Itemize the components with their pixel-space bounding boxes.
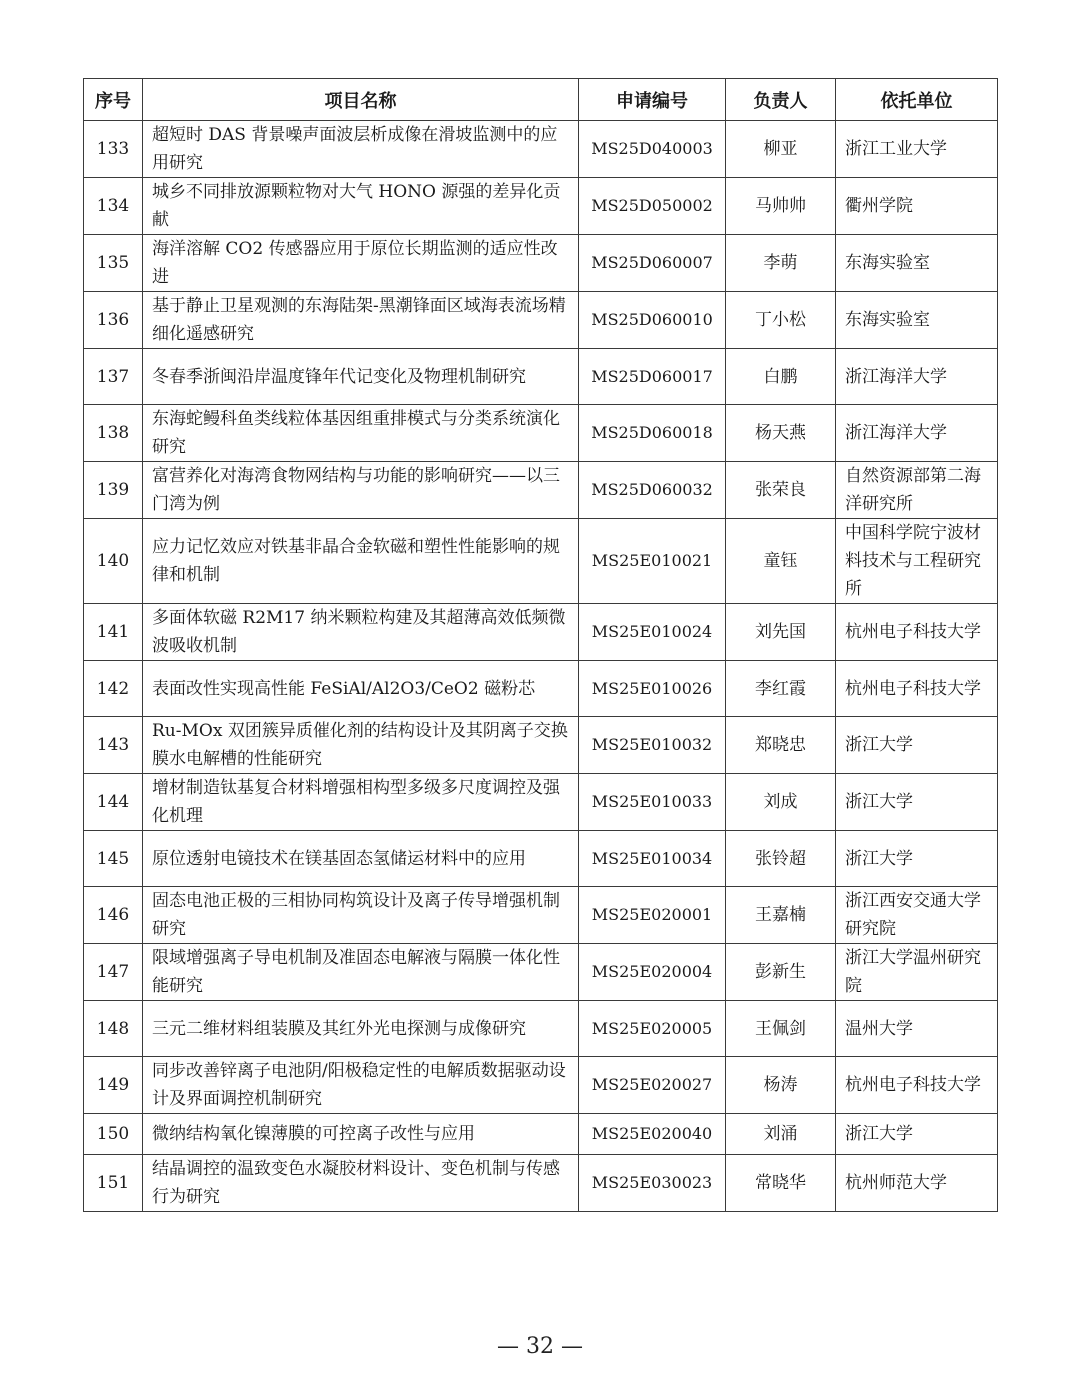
table-row xyxy=(84,178,998,235)
cell-application-code: MS25D060017 xyxy=(579,349,726,405)
cell-organization: 杭州电子科技大学 xyxy=(836,661,998,717)
cell-lead: 张铃超 xyxy=(726,831,836,887)
cell-organization: 东海实验室 xyxy=(836,235,998,292)
cell-project-name: 应力记忆效应对铁基非晶合金软磁和塑性性能影响的规律和机制 xyxy=(143,519,579,604)
cell-application-code: MS25E010033 xyxy=(579,774,726,831)
cell-application-code: MS25E030023 xyxy=(579,1155,726,1212)
cell-lead: 郑晓忠 xyxy=(726,717,836,774)
cell-lead: 刘涌 xyxy=(726,1114,836,1155)
cell-seq: 143 xyxy=(84,717,143,774)
cell-application-code: MS25D060010 xyxy=(579,292,726,349)
table-row xyxy=(84,121,998,178)
header-application-code: 申请编号 xyxy=(579,79,726,121)
table-row xyxy=(84,349,998,405)
table-row xyxy=(84,405,998,462)
cell-seq: 151 xyxy=(84,1155,143,1212)
cell-organization: 浙江海洋大学 xyxy=(836,405,998,462)
table-row xyxy=(84,887,998,944)
cell-organization: 浙江大学温州研究院 xyxy=(836,944,998,1001)
cell-seq: 140 xyxy=(84,519,143,604)
cell-project-name: 城乡不同排放源颗粒物对大气 HONO 源强的差异化贡献 xyxy=(143,178,579,235)
cell-organization: 浙江西安交通大学研究院 xyxy=(836,887,998,944)
cell-organization: 浙江大学 xyxy=(836,831,998,887)
cell-seq: 145 xyxy=(84,831,143,887)
cell-project-name: 限域增强离子导电机制及准固态电解液与隔膜一体化性能研究 xyxy=(143,944,579,1001)
cell-project-name: 海洋溶解 CO2 传感器应用于原位长期监测的适应性改进 xyxy=(143,235,579,292)
cell-organization: 温州大学 xyxy=(836,1001,998,1057)
cell-seq: 133 xyxy=(84,121,143,178)
cell-lead: 刘成 xyxy=(726,774,836,831)
cell-seq: 147 xyxy=(84,944,143,1001)
cell-seq: 137 xyxy=(84,349,143,405)
cell-seq: 146 xyxy=(84,887,143,944)
cell-lead: 丁小松 xyxy=(726,292,836,349)
header-organization: 依托单位 xyxy=(836,79,998,121)
table-row xyxy=(84,462,998,519)
table-header-row xyxy=(84,79,998,121)
table-row xyxy=(84,1155,998,1212)
cell-lead: 白鹏 xyxy=(726,349,836,405)
cell-organization: 浙江海洋大学 xyxy=(836,349,998,405)
project-list-table-container xyxy=(83,78,997,1212)
cell-project-name: 冬春季浙闽沿岸温度锋年代记变化及物理机制研究 xyxy=(143,349,579,405)
cell-seq: 144 xyxy=(84,774,143,831)
cell-lead: 李萌 xyxy=(726,235,836,292)
cell-seq: 136 xyxy=(84,292,143,349)
cell-organization: 浙江大学 xyxy=(836,717,998,774)
table-row xyxy=(84,1057,998,1114)
cell-project-name: 多面体软磁 R2M17 纳米颗粒构建及其超薄高效低频微波吸收机制 xyxy=(143,604,579,661)
cell-project-name: 微纳结构氧化镍薄膜的可控离子改性与应用 xyxy=(143,1114,579,1155)
table-row xyxy=(84,831,998,887)
cell-project-name: 固态电池正极的三相协同构筑设计及离子传导增强机制研究 xyxy=(143,887,579,944)
table-row xyxy=(84,604,998,661)
cell-lead: 王嘉楠 xyxy=(726,887,836,944)
cell-organization: 中国科学院宁波材料技术与工程研究所 xyxy=(836,519,998,604)
cell-application-code: MS25E010024 xyxy=(579,604,726,661)
table-row xyxy=(84,1001,998,1057)
cell-seq: 139 xyxy=(84,462,143,519)
cell-application-code: MS25D050002 xyxy=(579,178,726,235)
project-list-table xyxy=(83,78,998,1212)
table-row xyxy=(84,661,998,717)
header-project-name: 项目名称 xyxy=(143,79,579,121)
cell-application-code: MS25E020040 xyxy=(579,1114,726,1155)
cell-organization: 衢州学院 xyxy=(836,178,998,235)
cell-lead: 童钰 xyxy=(726,519,836,604)
header-seq: 序号 xyxy=(84,79,143,121)
table-row xyxy=(84,1114,998,1155)
cell-seq: 149 xyxy=(84,1057,143,1114)
cell-seq: 142 xyxy=(84,661,143,717)
cell-project-name: 表面改性实现高性能 FeSiAl/Al2O3/CeO2 磁粉芯 xyxy=(143,661,579,717)
table-row xyxy=(84,774,998,831)
cell-organization: 杭州师范大学 xyxy=(836,1155,998,1212)
header-lead: 负责人 xyxy=(726,79,836,121)
cell-lead: 李红霞 xyxy=(726,661,836,717)
cell-seq: 135 xyxy=(84,235,143,292)
cell-seq: 141 xyxy=(84,604,143,661)
table-body xyxy=(84,121,998,1212)
cell-application-code: MS25D060018 xyxy=(579,405,726,462)
table-row xyxy=(84,944,998,1001)
cell-lead: 杨天燕 xyxy=(726,405,836,462)
cell-seq: 150 xyxy=(84,1114,143,1155)
cell-project-name: 同步改善锌离子电池阴/阳极稳定性的电解质数据驱动设计及界面调控机制研究 xyxy=(143,1057,579,1114)
cell-project-name: 富营养化对海湾食物网结构与功能的影响研究——以三门湾为例 xyxy=(143,462,579,519)
cell-seq: 134 xyxy=(84,178,143,235)
cell-project-name: 三元二维材料组装膜及其红外光电探测与成像研究 xyxy=(143,1001,579,1057)
cell-lead: 王佩剑 xyxy=(726,1001,836,1057)
table-row xyxy=(84,235,998,292)
cell-project-name: 东海蛇鳗科鱼类线粒体基因组重排模式与分类系统演化研究 xyxy=(143,405,579,462)
cell-organization: 浙江大学 xyxy=(836,774,998,831)
cell-seq: 138 xyxy=(84,405,143,462)
cell-application-code: MS25E020001 xyxy=(579,887,726,944)
cell-lead: 常晓华 xyxy=(726,1155,836,1212)
cell-application-code: MS25E020004 xyxy=(579,944,726,1001)
table-row xyxy=(84,519,998,604)
cell-lead: 彭新生 xyxy=(726,944,836,1001)
cell-organization: 浙江工业大学 xyxy=(836,121,998,178)
cell-organization: 自然资源部第二海洋研究所 xyxy=(836,462,998,519)
cell-application-code: MS25D060007 xyxy=(579,235,726,292)
cell-lead: 杨涛 xyxy=(726,1057,836,1114)
cell-project-name: 基于静止卫星观测的东海陆架-黑潮锋面区域海表流场精细化遥感研究 xyxy=(143,292,579,349)
cell-application-code: MS25E010021 xyxy=(579,519,726,604)
cell-lead: 张荣良 xyxy=(726,462,836,519)
table-row xyxy=(84,292,998,349)
cell-lead: 马帅帅 xyxy=(726,178,836,235)
cell-lead: 刘先国 xyxy=(726,604,836,661)
cell-project-name: 原位透射电镜技术在镁基固态氢储运材料中的应用 xyxy=(143,831,579,887)
cell-organization: 杭州电子科技大学 xyxy=(836,604,998,661)
page-number: — 32 — xyxy=(497,1334,583,1359)
cell-application-code: MS25E010026 xyxy=(579,661,726,717)
cell-application-code: MS25E020005 xyxy=(579,1001,726,1057)
cell-project-name: 超短时 DAS 背景噪声面波层析成像在滑坡监测中的应用研究 xyxy=(143,121,579,178)
table-row xyxy=(84,717,998,774)
cell-application-code: MS25E010034 xyxy=(579,831,726,887)
cell-application-code: MS25E010032 xyxy=(579,717,726,774)
cell-project-name: 增材制造钛基复合材料增强相构型多级多尺度调控及强化机理 xyxy=(143,774,579,831)
cell-organization: 东海实验室 xyxy=(836,292,998,349)
cell-organization: 杭州电子科技大学 xyxy=(836,1057,998,1114)
cell-lead: 柳亚 xyxy=(726,121,836,178)
cell-organization: 浙江大学 xyxy=(836,1114,998,1155)
cell-application-code: MS25D060032 xyxy=(579,462,726,519)
cell-application-code: MS25D040003 xyxy=(579,121,726,178)
cell-project-name: Ru-MOx 双团簇异质催化剂的结构设计及其阴离子交换膜水电解槽的性能研究 xyxy=(143,717,579,774)
cell-seq: 148 xyxy=(84,1001,143,1057)
cell-application-code: MS25E020027 xyxy=(579,1057,726,1114)
cell-project-name: 结晶调控的温致变色水凝胶材料设计、变色机制与传感行为研究 xyxy=(143,1155,579,1212)
